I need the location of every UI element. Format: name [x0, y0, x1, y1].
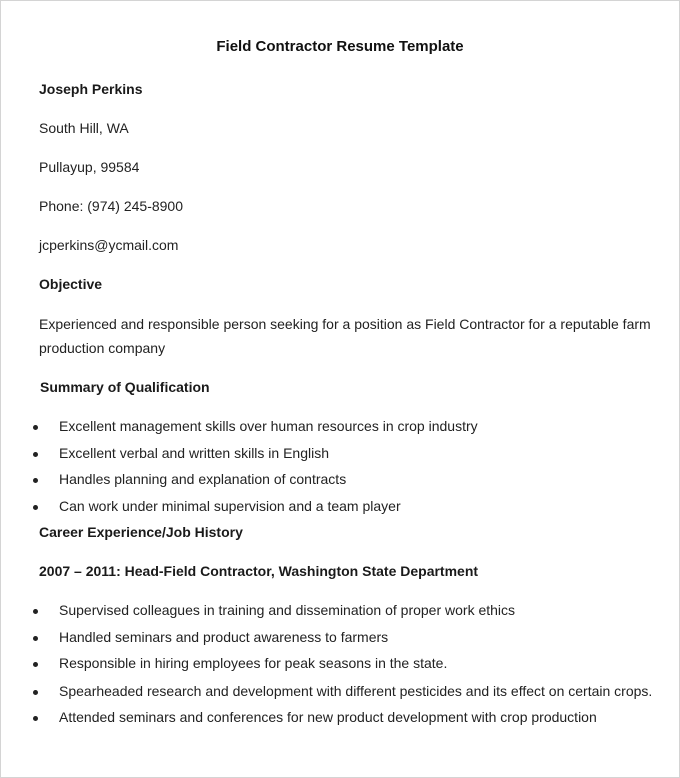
objective-text: Experienced and responsible person seeking for a position as Field Contractor for a reputable farm production company — [39, 316, 651, 356]
address-line-1: South Hill, WA — [39, 120, 129, 136]
experience-item: Attended seminars and conferences for new product development with crop production — [59, 709, 597, 725]
bullet-icon — [33, 609, 38, 614]
qualifications-heading: Summary of Qualification — [40, 379, 210, 395]
qualification-item: Excellent management skills over human resources in crop industry — [59, 418, 478, 434]
bullet-icon — [33, 636, 38, 641]
bullet-icon — [33, 425, 38, 430]
experience-heading: Career Experience/Job History — [39, 524, 243, 540]
bullet-icon — [33, 505, 38, 510]
objective-heading: Objective — [39, 276, 103, 292]
document-title: Field Contractor Resume Template — [216, 38, 464, 55]
qualification-item: Handles planning and explanation of contracts — [59, 471, 347, 487]
phone-number: Phone: (974) 245-8900 — [39, 198, 183, 214]
candidate-name: Joseph Perkins — [39, 81, 143, 97]
bullet-icon — [33, 716, 38, 721]
qualification-item: Can work under minimal supervision and a team player — [59, 498, 401, 514]
email-address: jcperkins@ycmail.com — [39, 237, 179, 253]
address-line-2: Pullayup, 99584 — [39, 159, 140, 175]
job-title: 2007 – 2011: Head-Field Contractor, Washington State Department — [39, 563, 479, 579]
experience-item: Responsible in hiring employees for peak seasons in the state. — [59, 655, 448, 671]
experience-item: Supervised colleagues in training and dissemination of proper work ethics — [59, 602, 516, 618]
bullet-icon — [33, 690, 38, 695]
bullet-icon — [33, 662, 38, 667]
experience-item: Spearheaded research and development with different pesticides and its effect on certain crops. — [59, 683, 653, 699]
bullet-icon — [33, 478, 38, 483]
bullet-icon — [33, 452, 38, 457]
experience-item: Handled seminars and product awareness to farmers — [59, 629, 389, 645]
qualification-item: Excellent verbal and written skills in English — [59, 445, 330, 461]
